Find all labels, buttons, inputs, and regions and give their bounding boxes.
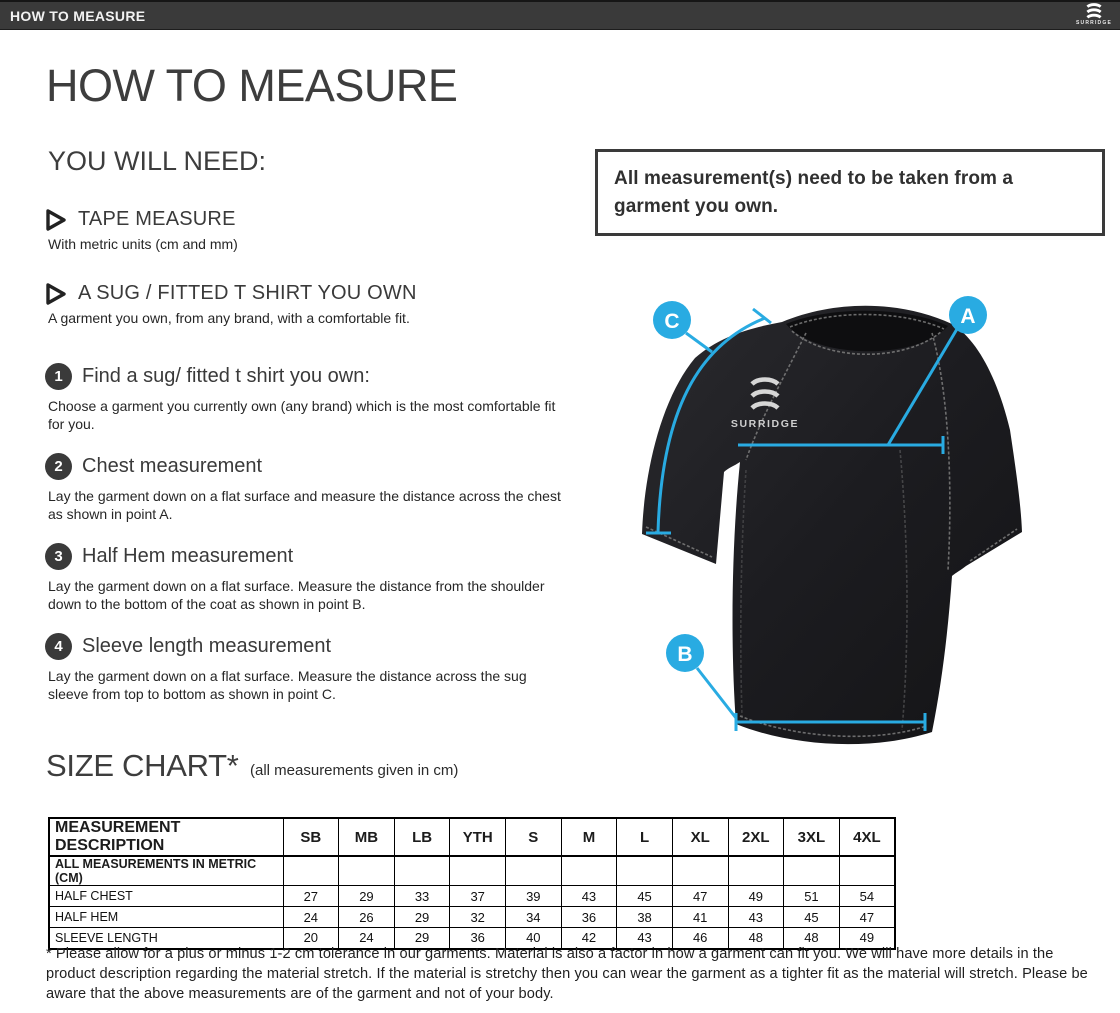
cell-value: 43 (617, 928, 673, 949)
svg-text:SURRIDGE: SURRIDGE (730, 418, 800, 430)
cell-value: 45 (617, 886, 673, 907)
page-title: HOW TO MEASURE (46, 60, 458, 111)
svg-text:A: A (960, 305, 976, 328)
column-header: M (561, 818, 617, 856)
surridge-brand-text: SURRIDGE (1076, 20, 1112, 26)
step-body: Lay the garment down on a flat surface and measure the distance across the chest as shown in point A. (48, 488, 561, 523)
cell-value: 47 (839, 907, 895, 928)
table-row (49, 907, 895, 928)
cell-value: 43 (728, 907, 784, 928)
shirt-diagram (600, 280, 1120, 800)
step-number-badge: 3 (45, 543, 72, 570)
cell-value: 51 (784, 886, 840, 907)
column-header: L (617, 818, 673, 856)
step-1 (45, 363, 575, 433)
cell-value: 29 (339, 886, 395, 907)
size-chart-table (48, 817, 896, 950)
step-number-badge: 4 (45, 633, 72, 660)
cell-value: 20 (283, 928, 339, 949)
column-header: YTH (450, 818, 506, 856)
metric-note-label: ALL MEASUREMENTS IN METRIC (CM) (49, 856, 283, 886)
size-chart-heading: SIZE CHART* (46, 748, 239, 783)
cell-value: 43 (561, 886, 617, 907)
cell-value: 29 (394, 907, 450, 928)
column-header: 2XL (728, 818, 784, 856)
cell-value: 48 (728, 928, 784, 949)
step-2 (45, 453, 575, 523)
cell-value: 38 (617, 907, 673, 928)
cell-value: 49 (728, 886, 784, 907)
column-header: 3XL (784, 818, 840, 856)
marker-c (653, 301, 691, 339)
need-item-subtitle: With metric units (cm and mm) (48, 236, 238, 252)
column-header: S (506, 818, 562, 856)
need-item-subtitle: A garment you own, from any brand, with a comfortable fit. (48, 310, 410, 326)
column-header: XL (672, 818, 728, 856)
you-will-need-heading: YOU WILL NEED: (48, 146, 267, 176)
step-title: Chest measurement (82, 455, 263, 477)
row-label: HALF CHEST (49, 886, 283, 907)
measurement-note-text: All measurement(s) need to be taken from a garment you own. (614, 168, 1014, 217)
need-item-title: TAPE MEASURE (78, 208, 236, 230)
step-title: Half Hem measurement (82, 545, 294, 567)
need-item-title: A SUG / FITTED T SHIRT YOU OWN (78, 282, 417, 304)
marker-a (949, 296, 987, 334)
cell-value: 54 (839, 886, 895, 907)
cell-value: 42 (561, 928, 617, 949)
step-3 (45, 543, 575, 613)
column-header: 4XL (839, 818, 895, 856)
step-title: Find a sug/ fitted t shirt you own: (82, 365, 370, 387)
play-triangle-icon (45, 209, 67, 231)
table-row (49, 886, 895, 907)
cell-value: 32 (450, 907, 506, 928)
cell-value: 46 (672, 928, 728, 949)
cell-value: 24 (339, 928, 395, 949)
step-4 (45, 633, 575, 703)
cell-value: 34 (506, 907, 562, 928)
step-number-badge: 2 (45, 453, 72, 480)
cell-value: 40 (506, 928, 562, 949)
cell-value: 26 (339, 907, 395, 928)
step-body: Choose a garment you currently own (any brand) which is the most comfortable fit for you. (48, 398, 556, 433)
tolerance-footnote: * Please allow for a plus or minus 1-2 cm tolerance in our garments. Material is also a factor in how a garment can fit you. We will have more details in the product description regarding the material stretch. If the material is stretchy then you can wear the garment as a tighter fit as the material will stretch. Please be aware that the above measurements are of the garment and not of your body. (46, 946, 1088, 1003)
column-header: MB (339, 818, 395, 856)
need-item-fitted-shirt (45, 282, 417, 305)
svg-text:B: B (677, 643, 693, 666)
row-label: HALF HEM (49, 907, 283, 928)
cell-value: 29 (394, 928, 450, 949)
size-chart-subheading: (all measurements given in cm) (250, 762, 459, 779)
measurement-note-box (595, 149, 1105, 236)
cell-value: 36 (450, 928, 506, 949)
cell-value: 27 (283, 886, 339, 907)
size-chart-header-row (49, 818, 895, 856)
svg-text:C: C (664, 310, 680, 333)
top-bar (0, 0, 1120, 30)
cell-value: 48 (784, 928, 840, 949)
cell-value: 36 (561, 907, 617, 928)
cell-value: 45 (784, 907, 840, 928)
surridge-s-icon (1083, 3, 1105, 21)
step-number-badge: 1 (45, 363, 72, 390)
row-label: SLEEVE LENGTH (49, 928, 283, 949)
cell-value: 37 (450, 886, 506, 907)
play-triangle-icon (45, 283, 67, 305)
cell-value: 24 (283, 907, 339, 928)
column-header: MEASUREMENT DESCRIPTION (49, 818, 283, 856)
step-body: Lay the garment down on a flat surface. Measure the distance from the shoulder down to the bottom of the coat as shown in point B. (48, 578, 545, 613)
cell-value: 49 (839, 928, 895, 949)
metric-note-row (49, 856, 895, 886)
need-item-tape-measure (45, 208, 236, 231)
column-header: LB (394, 818, 450, 856)
column-header: SB (283, 818, 339, 856)
top-bar-title: HOW TO MEASURE (10, 7, 146, 24)
step-title: Sleeve length measurement (82, 635, 332, 657)
marker-b (666, 634, 704, 672)
cell-value: 41 (672, 907, 728, 928)
surridge-logo (1076, 3, 1112, 26)
cell-value: 47 (672, 886, 728, 907)
step-body: Lay the garment down on a flat surface. Measure the distance across the sug sleeve from top to bottom as shown in point C. (48, 668, 527, 703)
cell-value: 39 (506, 886, 562, 907)
cell-value: 33 (394, 886, 450, 907)
